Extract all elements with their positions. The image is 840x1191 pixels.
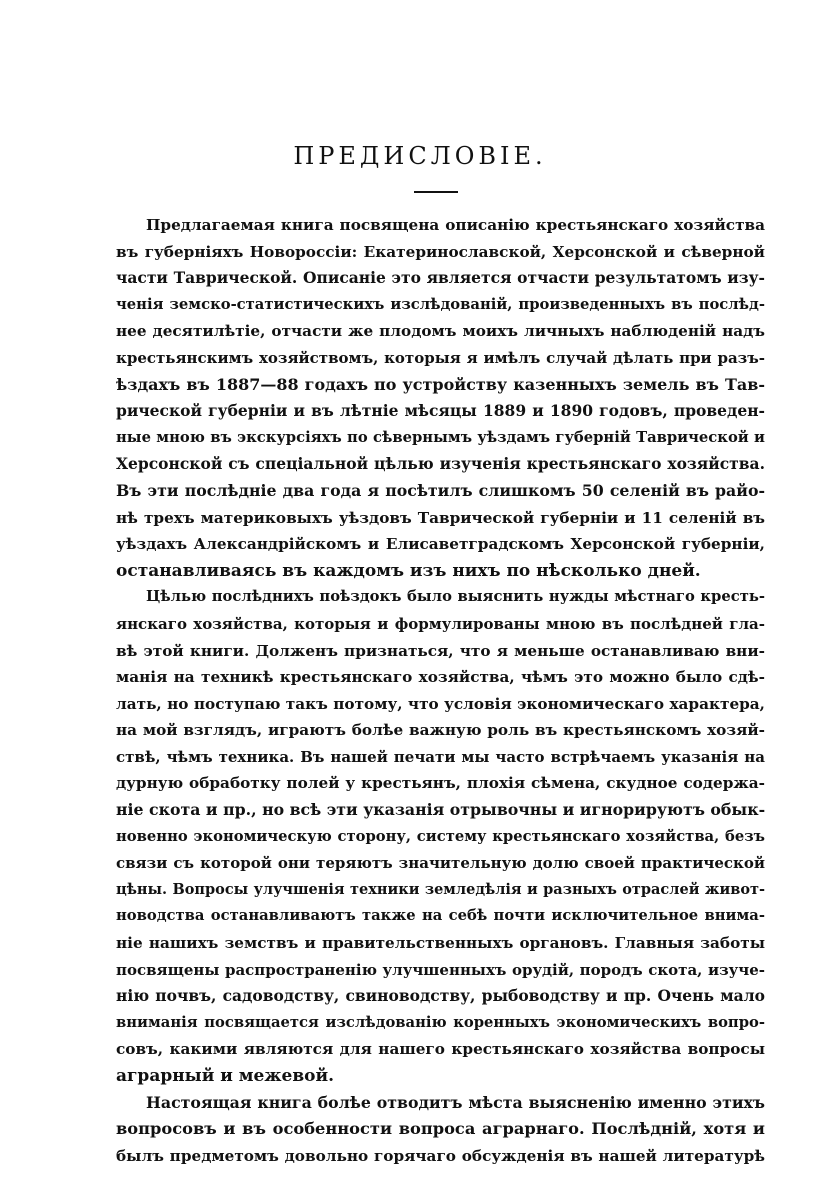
text-line: вѣ этой книги. Долженъ признаться, что я меньше останавливаю вни- [116,641,765,660]
text-line: вниманія посвящается изслѣдованію коренныхъ экономическихъ вопро- [116,1013,765,1031]
text-line: Настоящая книга болѣе отводитъ мѣста выясненію именно этихъ [146,1092,765,1112]
text-line: совъ, какими являются для нашего крестьянскаго хозяйства вопросы [116,1040,765,1059]
text-line: Въ эти послѣдніе два года я посѣтилъ слишкомъ 50 селеній въ райо- [116,480,765,500]
text-line: Херсонской съ спеціальной цѣлью изученія крестьянскаго хозяйства. [116,454,765,474]
text-line: на мой взглядъ, играютъ болѣе важную роль въ крестьянскомъ хозяй- [116,721,765,740]
text-line: манія на техникѣ крестьянскаго хозяйства, чѣмъ это можно было сдѣ- [116,668,765,687]
text-line: останавливаясь въ каждомъ изъ нихъ по нѣсколько дней. [116,560,701,581]
text-line: новенно экономическую сторону, систему крестьянскаго хозяйства, безъ [116,827,765,845]
text-line: посвящены распространенію улучшенныхъ орудій, породъ скота, изуче- [116,960,765,979]
text-line: уѣздахъ Александрійскомъ и Елисаветградскомъ Херсонской губерніи, [116,535,765,554]
body-text [116,212,765,1169]
text-line: аграрный и межевой. [116,1066,335,1086]
text-line: вопросовъ и въ особенности вопроса аграрнаго. Послѣдній, хотя и [116,1119,765,1139]
text-line: новодства останавливаютъ также на себѣ почти исключительное внима- [116,907,765,925]
text-line: крестьянскимъ хозяйствомъ, которыя я имѣлъ случай дѣлать при разъ- [116,348,765,367]
text-line: нѣ трехъ материковыхъ уѣздовъ Таврической губерніи и 11 селеній въ [116,508,765,527]
title-divider [414,191,458,193]
text-line: Цѣлью послѣднихъ поѣздокъ было выяснить нужды мѣстнаго кресть- [146,588,765,606]
text-line: связи съ которой они теряютъ значительную долю своей практической [116,854,765,873]
text-line: Предлагаемая книга посвящена описанію крестьянскаго хозяйства [146,216,765,234]
text-line: ные мною въ экскурсіяхъ по сѣвернымъ уѣздамъ губерній Таврической и [116,428,765,446]
text-line: нію почвъ, садоводству, свиноводству, рыбоводству и пр. Очень мало [116,986,765,1006]
text-line: нее десятилѣтіе, отчасти же плодомъ моихъ личныхъ наблюденій надъ [116,322,765,341]
text-line: дурную обработку полей у крестьянъ, плохія сѣмена, скудное содержа- [116,774,765,793]
text-line: въ губерніяхъ Новороссіи: Екатеринославской, Херсонской и сѣверной [116,242,765,261]
text-line: цѣны. Вопросы улучшенія техники земледѣлія и разныхъ отраслей живот- [116,880,765,898]
text-line: ніе нашихъ земствъ и правительственныхъ органовъ. Главныя заботы [116,934,765,953]
text-line: рической губерніи и въ лѣтніе мѣсяцы 1889 и 1890 годовъ, проведен- [116,401,765,421]
text-line: ѣздахъ въ 1887—88 годахъ по устройству казенныхъ земель въ Тав- [116,374,765,394]
text-line: ніе скота и пр., но всѣ эти указанія отрывочны и игнорируютъ обык- [116,800,766,820]
text-line: былъ предметомъ довольно горячаго обсужденія въ нашей литературѣ [116,1146,765,1165]
text-line: ствѣ, чѣмъ техника. Въ нашей печати мы часто встрѣчаемъ указанія на [116,747,765,766]
text-line: части Таврической. Описаніе это является отчасти результатомъ изу- [116,268,765,288]
text-line: ченія земско-статистическихъ изслѣдованій, произведенныхъ въ послѣд- [116,295,765,313]
page-title: ПРЕДИСЛОВІЕ. [293,142,547,170]
text-line: янскаго хозяйства, которыя и формулированы мною въ послѣдней гла- [116,614,765,633]
text-line: лать, но поступаю такъ потому, что условія экономическаго характера, [116,694,765,713]
